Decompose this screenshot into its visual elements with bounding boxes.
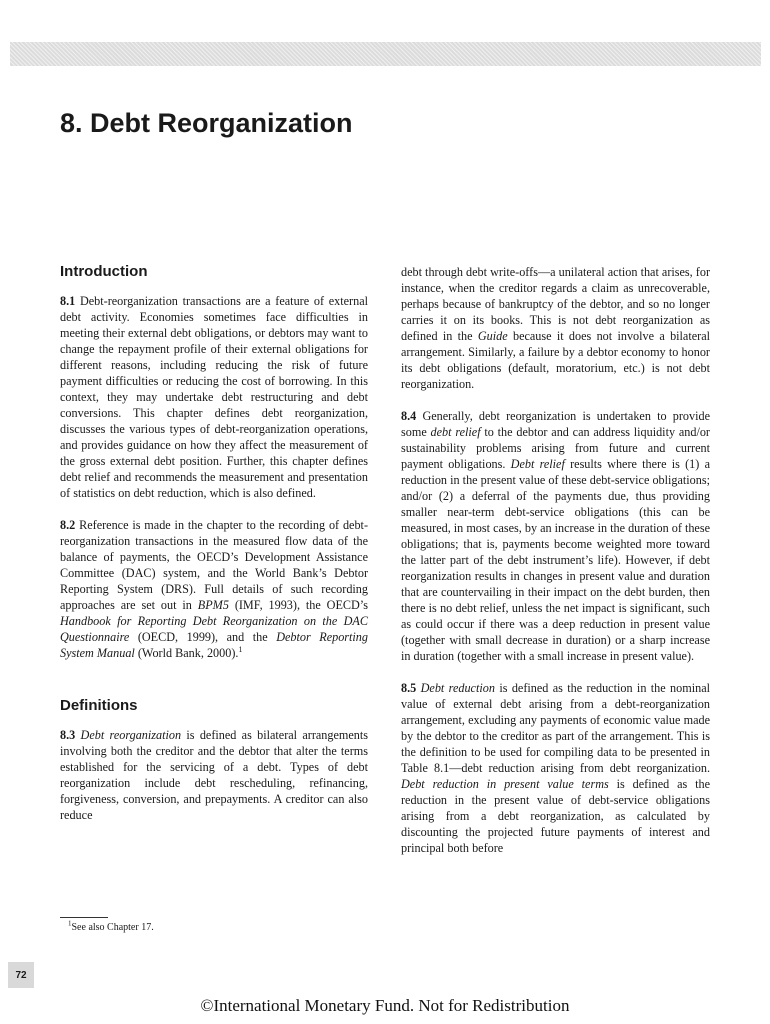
- paragraph-text: debt through debt write-offs—a unilateral action that arises, for instance, when the creditor regards a claim as unrecoverable, perhaps because of bankruptcy of the debtor, and so no longer carries it on its books. This is not debt reorganization as defined in the: [401, 265, 710, 343]
- paragraph-number: 8.4: [401, 409, 417, 423]
- paragraph-text: Debt-reorganization transactions are a feature of external debt activity. Economies sometimes face difficulties in meeting their external debt obligations, or debtors may want to change the repayment profile of their external obligations for different reasons, including reducing the risk of future payment difficulties or reducing the cost of borrowing. In this context, they may undertake debt restructuring and debt conversions. This chapter defines debt reorganization, discusses the various types of debt-reorganization operations, and provides guidance on how they affect the measurement of the gross external debt position. Further, this chapter defines debt relief and recommends the measurement and presentation of statistics on debt reduction, which is also defined.: [60, 294, 368, 500]
- paragraph-text: (IMF, 1993), the OECD’s: [228, 598, 368, 612]
- paragraph-text: is defined as bilateral arrangements involving both the creditor and the debtor that alter the terms established for the servicing of a debt. Types of debt reorganization include debt rescheduling, refinancing, forgiveness, conversion, and prepayments. A creditor can also reduce: [60, 728, 368, 822]
- paragraph-8-3-continued: [401, 264, 710, 392]
- footnote-marker: 1: [68, 919, 72, 928]
- paragraph-text: (OECD, 1999), and the: [129, 630, 277, 644]
- term-debt-reorganization: Debt reorganization: [80, 728, 182, 742]
- paragraph-number: 8.1: [60, 294, 76, 308]
- paragraph-8-2: [60, 517, 368, 661]
- chapter-title: 8. Debt Reorganization: [60, 108, 353, 138]
- footnote-reference: 1: [238, 644, 243, 654]
- paragraph-8-3: [60, 727, 368, 823]
- paragraph-number: 8.3: [60, 728, 76, 742]
- paragraph-text: because it does not involve a bilateral arrangement. Similarly, a failure by a debtor economy to honor its debt obligations (default, moratorium, etc.) is not debt reorganization.: [401, 329, 710, 391]
- paragraph-text: is defined as the reduction in the nominal value of external debt arising from a debt-reorganization arrangement, excluding any payments of economic value made by the debtor to the creditor as part of the arrangement. This is the definition to be used for compiling data to be presented in Table 8.1—debt reduction arising from debt reorganization.: [401, 681, 710, 775]
- citation-drs-manual: Debtor Reporting System Manual: [60, 630, 368, 660]
- paragraph-text: is defined as the reduction in the present value of debt-service obligations arising from a debt reorganization, as calculated by discounting the projected future payments of interest and principal both before: [401, 777, 710, 855]
- left-column: [60, 263, 368, 823]
- footnote: [68, 919, 154, 933]
- citation-handbook: Handbook for Reporting Debt Reorganization on the DAC Questionnaire: [60, 614, 368, 644]
- header-band: [10, 42, 761, 66]
- paragraph-8-5: [401, 680, 710, 856]
- section-heading-introduction: Introduction: [60, 263, 148, 280]
- copyright-notice: ©International Monetary Fund. Not for Redistribution: [200, 996, 570, 1015]
- citation-bpm5: BPM5: [197, 598, 229, 612]
- footnote-text: See also Chapter 17.: [71, 922, 154, 933]
- paragraph-text: results where there is (1) a reduction in the present value of these debt-service obligations; and/or (2) a deferral of the payments due, thus providing smaller near-term debt-service obligations (this can be measured, in most cases, by an increase in the duration of these obligations; that is, payments become weighted more toward the latter part of the debt instrument’s life). However, if debt reorganization results in changes in present value and duration that are countervailing in their impact on the debt burden, then there is no debt relief, unless the net impact is significant, such as could occur if there was a deep reduction in present value (together with small decrease in duration) or a sharp increase in duration (together with a small increase in present value).: [401, 457, 710, 663]
- paragraph-number: 8.2: [60, 518, 76, 532]
- page-number: 72: [8, 962, 34, 988]
- right-column: [401, 264, 710, 856]
- term-debt-reduction-present-value: Debt reduction in present value terms: [401, 777, 609, 791]
- paragraph-text: Reference is made in the chapter to the recording of debt-reorganization transactions in the measured flow data of the balance of payments, the OECD’s Development Assistance Committee (DAC) system, and the World Bank’s Debtor Reporting System (DRS). Full details of such recording approaches are set out in: [60, 518, 368, 612]
- paragraph-text: to the debtor and can address liquidity and/or sustainability problems arising from future and current payment obligations.: [401, 425, 710, 471]
- footnote-divider: [60, 917, 108, 918]
- term-guide: Guide: [477, 329, 508, 343]
- section-heading-definitions: Definitions: [60, 697, 138, 714]
- paragraph-text: Generally, debt reorganization is undertaken to provide some: [401, 409, 711, 439]
- paragraph-text: (World Bank, 2000).: [134, 646, 239, 660]
- paragraph-number: 8.5: [401, 681, 417, 695]
- term-debt-relief: debt relief: [430, 425, 481, 439]
- paragraph-8-1: [60, 293, 368, 501]
- term-debt-relief: Debt relief: [510, 457, 565, 471]
- paragraph-8-4: [401, 408, 710, 664]
- term-debt-reduction: Debt reduction: [420, 681, 495, 695]
